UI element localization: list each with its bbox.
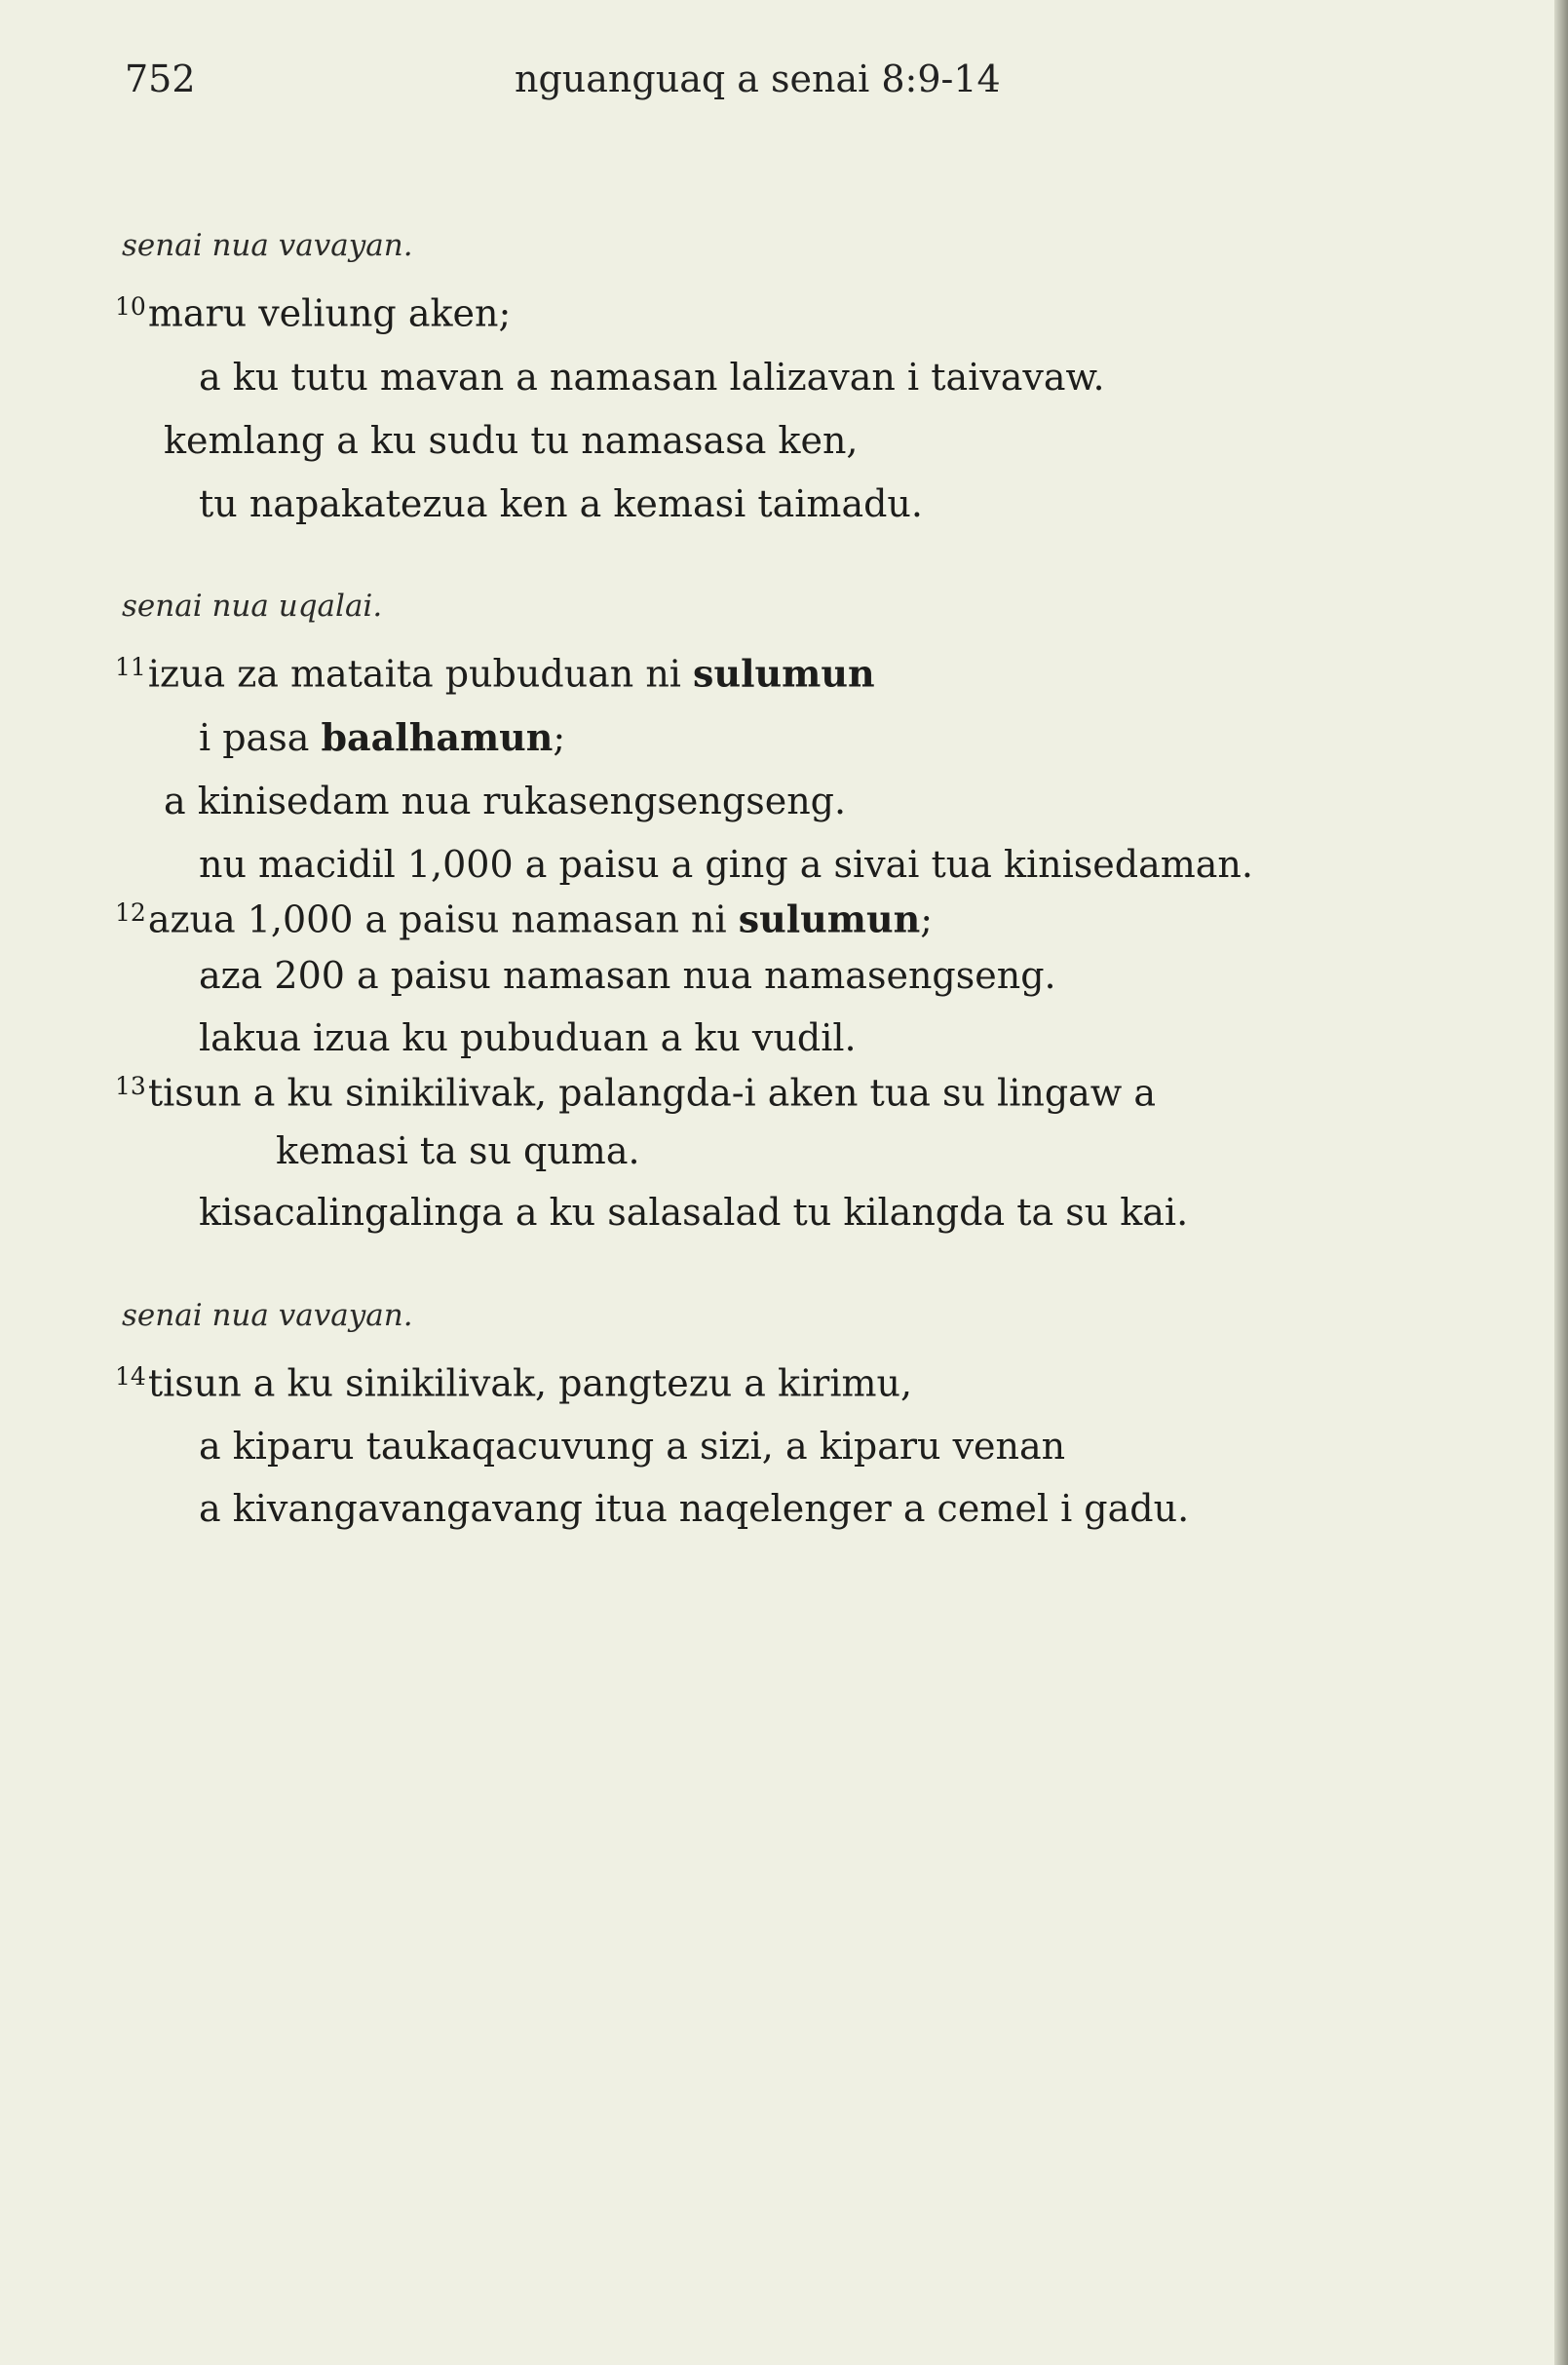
verse-text: ; <box>920 897 934 941</box>
verse-line <box>199 482 923 525</box>
verse-text-bold: baalhamun <box>321 715 554 759</box>
section-heading: senai nua vavayan. <box>122 228 413 263</box>
page-number: 752 <box>125 57 196 100</box>
verse-text: azua 1,000 a paisu namasan ni <box>147 897 739 941</box>
verse-text: a ku tutu mavan a namasan lalizavan i taivavaw. <box>199 356 1105 399</box>
verse-line <box>199 954 1056 997</box>
running-head: nguanguaq a senai 8:9-14 <box>515 57 1001 100</box>
verse-text-bold: sulumun <box>693 651 875 696</box>
verse-line <box>276 1129 640 1172</box>
verse-line <box>115 651 875 696</box>
verse-line <box>199 1191 1189 1234</box>
verse-line <box>199 1425 1066 1468</box>
verse-text: maru veliung aken; <box>147 291 512 335</box>
verse-text: i pasa <box>199 716 322 759</box>
verse-text: izua za mataita pubuduan ni <box>147 652 694 696</box>
verse-number: 11 <box>115 653 146 681</box>
page-edge-shadow <box>1554 0 1568 2365</box>
verse-text: lakua izua ku pubuduan a ku vudil. <box>199 1016 857 1059</box>
verse-number: 12 <box>115 898 146 927</box>
section-heading: senai nua vavayan. <box>122 1298 413 1333</box>
verse-line <box>164 419 859 462</box>
verse-text: kisacalingalinga a ku salasalad tu kilangda ta su kai. <box>199 1191 1189 1234</box>
verse-text: a kivangavangavang itua naqelenger a cemel i gadu. <box>199 1487 1190 1530</box>
verse-number: 14 <box>115 1362 146 1391</box>
verse-line <box>115 1071 1157 1115</box>
verse-number: 13 <box>115 1072 146 1100</box>
verse-text: tisun a ku sinikilivak, palangda-i aken tua su lingaw a <box>147 1071 1157 1115</box>
verse-line <box>115 896 934 941</box>
verse-text: ; <box>553 716 566 759</box>
verse-text: tisun a ku sinikilivak, pangtezu a kirimu, <box>147 1361 913 1405</box>
verse-text: tu napakatezua ken a kemasi taimadu. <box>199 482 923 525</box>
verse-line <box>164 782 846 820</box>
section-heading: senai nua uqalai. <box>122 589 383 624</box>
verse-text-bold: sulumun <box>738 896 921 941</box>
verse-line <box>199 1016 857 1059</box>
verse-text: aza 200 a paisu namasan nua namasengseng. <box>199 954 1056 997</box>
verse-line <box>199 715 566 759</box>
verse-text: a kinisedam nua rukasengsengseng. <box>164 780 847 822</box>
verse-line <box>199 1487 1190 1530</box>
verse-text: nu macidil 1,000 a paisu a ging a sivai tua kinisedaman. <box>199 843 1253 886</box>
verse-text: kemasi ta su quma. <box>276 1129 640 1172</box>
verse-text: a kiparu taukaqacuvung a sizi, a kiparu venan <box>199 1425 1066 1468</box>
verse-line <box>115 1361 913 1405</box>
verse-number: 10 <box>115 292 146 321</box>
verse-text: kemlang a ku sudu tu namasasa ken, <box>164 419 859 462</box>
verse-line <box>115 291 512 335</box>
verse-line <box>199 843 1253 886</box>
verse-line <box>199 356 1105 399</box>
